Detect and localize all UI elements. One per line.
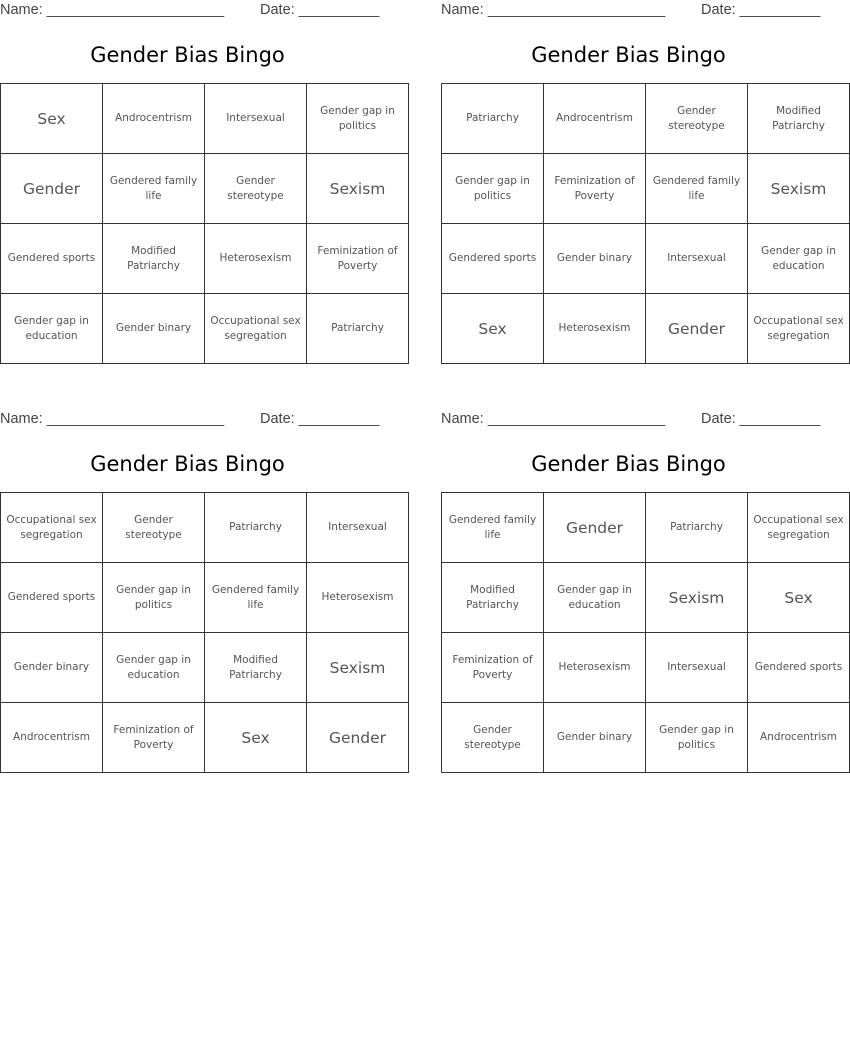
- name-field: Name: ______________________: [441, 411, 666, 427]
- bingo-grid: [441, 492, 850, 773]
- bingo-cell: Patriarchy: [205, 493, 307, 563]
- grid-row: [1, 294, 409, 364]
- bingo-card-3: [0, 409, 394, 781]
- bingo-grid: [441, 83, 850, 364]
- bingo-cell: Heterosexism: [205, 224, 307, 294]
- bingo-cell: Sexism: [307, 633, 409, 703]
- bingo-cell: Gender stereotype: [103, 493, 205, 563]
- bingo-cell: Gender binary: [103, 294, 205, 364]
- bingo-cell: Patriarchy: [442, 84, 544, 154]
- bingo-cell: Feminization of Poverty: [544, 154, 646, 224]
- bingo-cell: Gender: [307, 703, 409, 773]
- bingo-cell: Modified Patriarchy: [205, 633, 307, 703]
- bingo-cell: Gender gap in politics: [442, 154, 544, 224]
- bingo-cell: Gender gap in education: [544, 563, 646, 633]
- bingo-cell: Gendered sports: [1, 224, 103, 294]
- grid-row: [1, 84, 409, 154]
- bingo-cell: Gendered sports: [442, 224, 544, 294]
- grid-row: [1, 633, 409, 703]
- bingo-cell: Occupational sex segregation: [205, 294, 307, 364]
- bingo-cell: Gender stereotype: [646, 84, 748, 154]
- bingo-cell: Androcentrism: [103, 84, 205, 154]
- bingo-card-2: [441, 0, 844, 372]
- card-title: Gender Bias Bingo: [90, 43, 285, 67]
- bingo-cell: Heterosexism: [307, 563, 409, 633]
- bingo-cell: Gender gap in education: [1, 294, 103, 364]
- bingo-cell: Sex: [748, 563, 850, 633]
- name-field: Name: ______________________: [0, 2, 225, 18]
- bingo-cell: Intersexual: [646, 224, 748, 294]
- bingo-cell: Gender gap in politics: [103, 563, 205, 633]
- grid-row: [1, 563, 409, 633]
- bingo-cell: Sex: [205, 703, 307, 773]
- bingo-cell: Sexism: [646, 563, 748, 633]
- bingo-cell: Heterosexism: [544, 633, 646, 703]
- bingo-cell: Feminization of Poverty: [442, 633, 544, 703]
- bingo-cell: Patriarchy: [646, 493, 748, 563]
- grid-row: [1, 493, 409, 563]
- grid-row: [442, 633, 850, 703]
- bingo-cell: Gender binary: [544, 703, 646, 773]
- bingo-cell: Occupational sex segregation: [748, 493, 850, 563]
- bingo-cell: Gender gap in politics: [307, 84, 409, 154]
- bingo-cell: Gendered sports: [1, 563, 103, 633]
- bingo-cell: Sexism: [307, 154, 409, 224]
- bingo-cell: Gender: [544, 493, 646, 563]
- bingo-cell: Feminization of Poverty: [103, 703, 205, 773]
- card-title: Gender Bias Bingo: [531, 452, 726, 476]
- bingo-cell: Gendered family life: [205, 563, 307, 633]
- grid-row: [1, 703, 409, 773]
- card-title: Gender Bias Bingo: [531, 43, 726, 67]
- card-title: Gender Bias Bingo: [90, 452, 285, 476]
- bingo-cell: Gender binary: [1, 633, 103, 703]
- grid-row: [442, 703, 850, 773]
- bingo-cell: Intersexual: [205, 84, 307, 154]
- bingo-cell: Androcentrism: [544, 84, 646, 154]
- grid-row: [442, 563, 850, 633]
- bingo-cell: Gender gap in politics: [646, 703, 748, 773]
- bingo-cell: Androcentrism: [748, 703, 850, 773]
- bingo-cell: Gendered family life: [442, 493, 544, 563]
- bingo-cell: Gendered family life: [103, 154, 205, 224]
- grid-row: [442, 493, 850, 563]
- grid-row: [442, 84, 850, 154]
- bingo-cell: Androcentrism: [1, 703, 103, 773]
- grid-row: [442, 294, 850, 364]
- bingo-cell: Gendered sports: [748, 633, 850, 703]
- bingo-cell: Heterosexism: [544, 294, 646, 364]
- name-field: Name: ______________________: [441, 2, 666, 18]
- bingo-cell: Gender gap in education: [103, 633, 205, 703]
- bingo-cell: Modified Patriarchy: [442, 563, 544, 633]
- bingo-cell: Sexism: [748, 154, 850, 224]
- bingo-grid: [0, 83, 409, 364]
- date-field: Date: __________: [701, 411, 821, 427]
- bingo-cell: Gender stereotype: [205, 154, 307, 224]
- date-field: Date: __________: [260, 2, 380, 18]
- bingo-cell: Gender: [646, 294, 748, 364]
- bingo-cell: Gendered family life: [646, 154, 748, 224]
- bingo-card-1: [0, 0, 398, 372]
- bingo-cell: Modified Patriarchy: [748, 84, 850, 154]
- grid-row: [442, 154, 850, 224]
- grid-row: [1, 224, 409, 294]
- bingo-cell: Occupational sex segregation: [748, 294, 850, 364]
- bingo-cell: Intersexual: [307, 493, 409, 563]
- bingo-cell: Gender stereotype: [442, 703, 544, 773]
- bingo-cell: Intersexual: [646, 633, 748, 703]
- bingo-grid: [0, 492, 409, 773]
- date-field: Date: __________: [701, 2, 821, 18]
- bingo-cell: Occupational sex segregation: [1, 493, 103, 563]
- bingo-cell: Sex: [1, 84, 103, 154]
- grid-row: [442, 224, 850, 294]
- bingo-cell: Feminization of Poverty: [307, 224, 409, 294]
- bingo-cell: Sex: [442, 294, 544, 364]
- bingo-card-4: [441, 409, 844, 781]
- bingo-cell: Patriarchy: [307, 294, 409, 364]
- bingo-cell: Gender: [1, 154, 103, 224]
- bingo-cell: Gender binary: [544, 224, 646, 294]
- grid-row: [1, 154, 409, 224]
- date-field: Date: __________: [260, 411, 380, 427]
- bingo-cell: Modified Patriarchy: [103, 224, 205, 294]
- name-field: Name: ______________________: [0, 411, 225, 427]
- bingo-cell: Gender gap in education: [748, 224, 850, 294]
